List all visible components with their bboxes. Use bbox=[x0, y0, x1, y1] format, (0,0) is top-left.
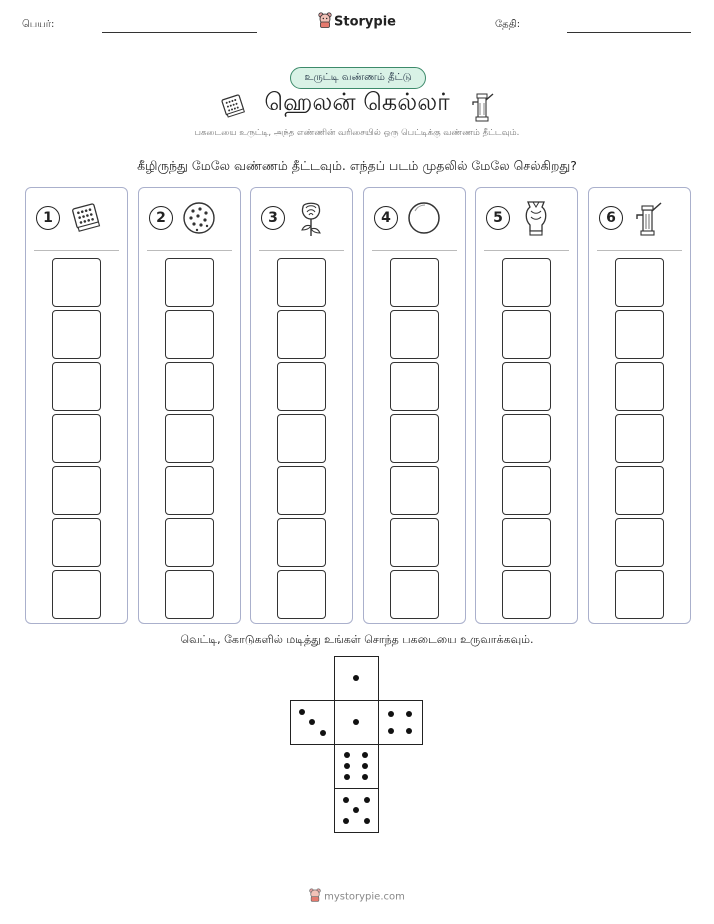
date-label: தேதி: bbox=[495, 19, 521, 30]
pip bbox=[388, 711, 394, 717]
color-box[interactable] bbox=[390, 310, 439, 359]
pip bbox=[343, 797, 349, 803]
pip bbox=[309, 719, 315, 725]
dice-face-center bbox=[334, 700, 379, 745]
dice-face-6 bbox=[334, 744, 379, 789]
pip bbox=[362, 752, 368, 758]
color-box[interactable] bbox=[52, 310, 101, 359]
color-box[interactable] bbox=[502, 466, 551, 515]
ball-icon bbox=[404, 198, 444, 238]
color-box[interactable] bbox=[277, 518, 326, 567]
pip bbox=[362, 774, 368, 780]
pip bbox=[364, 797, 370, 803]
column-5 bbox=[475, 187, 578, 624]
activity-badge: உருட்டி வண்ணம் தீட்டு bbox=[290, 67, 426, 89]
color-box[interactable] bbox=[52, 362, 101, 411]
column-4 bbox=[363, 187, 466, 624]
column-1 bbox=[25, 187, 128, 624]
column-number: 3 bbox=[261, 206, 285, 230]
color-box[interactable] bbox=[165, 466, 214, 515]
question-text: கீழிருந்து மேலே வண்ணம் தீட்டவும். எந்தப் படம் முதலில் மேலே செல்கிறது? bbox=[137, 158, 577, 173]
column-2 bbox=[138, 187, 241, 624]
color-box[interactable] bbox=[52, 518, 101, 567]
pip bbox=[353, 807, 359, 813]
color-box[interactable] bbox=[52, 570, 101, 619]
color-box[interactable] bbox=[615, 414, 664, 463]
pip bbox=[406, 728, 412, 734]
name-label: பெயர்: bbox=[22, 19, 55, 30]
column-divider bbox=[259, 250, 344, 251]
pip bbox=[388, 728, 394, 734]
pip bbox=[353, 719, 359, 725]
column-3 bbox=[250, 187, 353, 624]
column-number: 1 bbox=[36, 206, 60, 230]
column-6 bbox=[588, 187, 691, 624]
color-box[interactable] bbox=[165, 518, 214, 567]
color-box[interactable] bbox=[277, 310, 326, 359]
pip bbox=[344, 774, 350, 780]
water-pump-icon bbox=[629, 198, 669, 238]
dice-face-5 bbox=[334, 788, 379, 833]
color-box[interactable] bbox=[615, 570, 664, 619]
dice-face-3 bbox=[290, 700, 335, 745]
color-box[interactable] bbox=[390, 466, 439, 515]
bear-logo-icon bbox=[318, 12, 332, 32]
color-box[interactable] bbox=[502, 310, 551, 359]
color-box[interactable] bbox=[502, 258, 551, 307]
cut-instruction: வெட்டி, கோடுகளில் மடித்து உங்கள் சொந்த பகடையை உருவாக்கவும். bbox=[180, 633, 534, 646]
pip bbox=[344, 752, 350, 758]
pip bbox=[362, 763, 368, 769]
column-divider bbox=[147, 250, 232, 251]
dice-face-1 bbox=[334, 656, 379, 701]
color-box[interactable] bbox=[615, 518, 664, 567]
bear-logo-icon bbox=[309, 888, 321, 905]
water-pump-icon bbox=[470, 88, 496, 122]
color-box[interactable] bbox=[615, 466, 664, 515]
dice-face-4 bbox=[378, 700, 423, 745]
pip bbox=[299, 709, 305, 715]
brand-name: Storypie bbox=[334, 14, 396, 30]
pip bbox=[344, 763, 350, 769]
color-box[interactable] bbox=[390, 362, 439, 411]
color-box[interactable] bbox=[502, 362, 551, 411]
color-box[interactable] bbox=[615, 362, 664, 411]
column-divider bbox=[372, 250, 457, 251]
color-box[interactable] bbox=[277, 466, 326, 515]
name-line bbox=[102, 32, 257, 33]
color-box[interactable] bbox=[165, 570, 214, 619]
color-box[interactable] bbox=[615, 258, 664, 307]
color-box[interactable] bbox=[502, 414, 551, 463]
color-box[interactable] bbox=[52, 258, 101, 307]
color-box[interactable] bbox=[502, 570, 551, 619]
color-box[interactable] bbox=[277, 570, 326, 619]
pip bbox=[353, 675, 359, 681]
column-number: 5 bbox=[486, 206, 510, 230]
braille-cookie-icon bbox=[179, 198, 219, 238]
color-box[interactable] bbox=[390, 518, 439, 567]
column-number: 6 bbox=[599, 206, 623, 230]
pip bbox=[406, 711, 412, 717]
footer bbox=[0, 888, 714, 905]
brand-logo bbox=[0, 12, 714, 32]
color-box[interactable] bbox=[390, 258, 439, 307]
color-box[interactable] bbox=[52, 466, 101, 515]
color-box[interactable] bbox=[52, 414, 101, 463]
color-box[interactable] bbox=[165, 258, 214, 307]
date-line bbox=[567, 32, 691, 33]
color-box[interactable] bbox=[165, 310, 214, 359]
column-number: 2 bbox=[149, 206, 173, 230]
dice-net bbox=[290, 656, 426, 836]
color-box[interactable] bbox=[277, 258, 326, 307]
color-box[interactable] bbox=[615, 310, 664, 359]
rose-icon bbox=[291, 198, 331, 238]
color-box[interactable] bbox=[390, 570, 439, 619]
color-box[interactable] bbox=[502, 518, 551, 567]
footer-url: mystorypie.com bbox=[324, 891, 405, 903]
column-divider bbox=[484, 250, 569, 251]
pip bbox=[364, 818, 370, 824]
column-number: 4 bbox=[374, 206, 398, 230]
column-divider bbox=[597, 250, 682, 251]
pip bbox=[320, 730, 326, 736]
vase-icon bbox=[516, 198, 556, 238]
color-box[interactable] bbox=[165, 414, 214, 463]
pip bbox=[343, 818, 349, 824]
color-box[interactable] bbox=[277, 414, 326, 463]
instructions-text: பகடையை உருட்டி, அந்த எண்ணின் வரிசையில் ஒரு பெட்டிக்கு வண்ணம் தீட்டவும். bbox=[194, 128, 520, 138]
color-box[interactable] bbox=[390, 414, 439, 463]
page-title: ஹெலன் கெல்லர் bbox=[264, 88, 450, 116]
color-box[interactable] bbox=[277, 362, 326, 411]
braille-book-icon bbox=[66, 198, 106, 238]
color-box[interactable] bbox=[165, 362, 214, 411]
column-divider bbox=[34, 250, 119, 251]
